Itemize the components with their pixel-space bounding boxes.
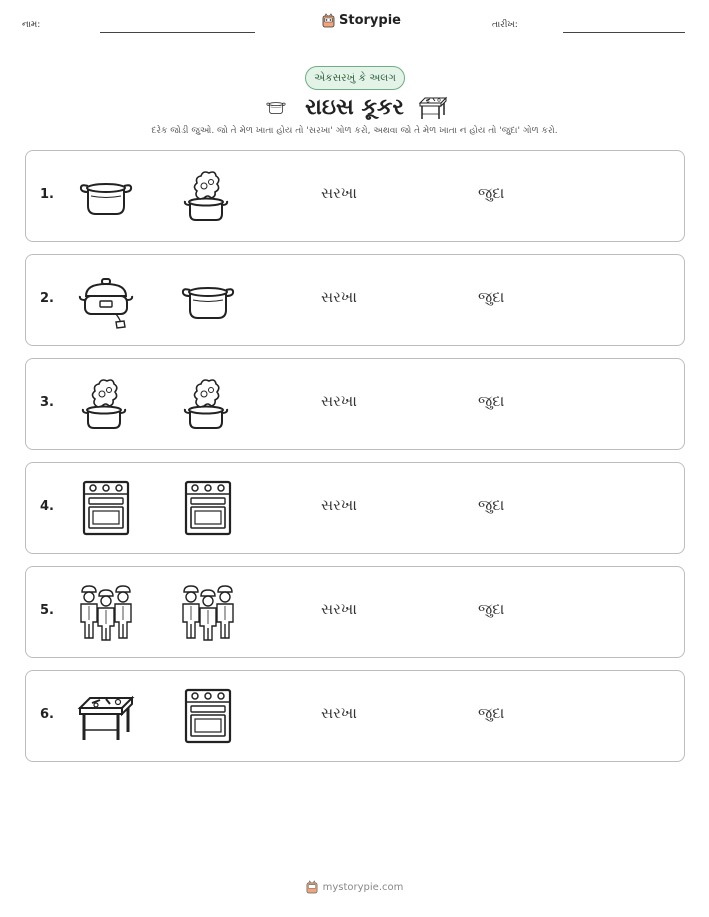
- pair-row-6: [25, 670, 685, 762]
- stove-icon: [178, 686, 238, 746]
- steaming-pot-icon: [178, 166, 238, 226]
- storypie-mascot-icon: [322, 13, 335, 28]
- row-number: 5.: [40, 603, 54, 618]
- footer: [0, 880, 709, 894]
- pair-row-2: [25, 254, 685, 346]
- option-same[interactable]: સરખા: [321, 392, 357, 410]
- pair-row-1: [25, 150, 685, 242]
- row-number: 2.: [40, 291, 54, 306]
- date-line[interactable]: [563, 32, 685, 33]
- option-different[interactable]: જુદા: [478, 184, 505, 202]
- rice-cooker-icon: [76, 270, 136, 330]
- option-different[interactable]: જુદા: [478, 392, 505, 410]
- stove-icon: [178, 478, 238, 538]
- storypie-mascot-icon: [306, 880, 318, 894]
- option-same[interactable]: સરખા: [321, 704, 357, 722]
- cooking-pot-icon: [76, 166, 136, 226]
- cooking-pot-icon: [261, 96, 291, 118]
- chefs-icon: [178, 582, 238, 642]
- name-line[interactable]: [100, 32, 255, 33]
- cooking-pot-icon: [178, 270, 238, 330]
- option-same[interactable]: સરખા: [321, 184, 357, 202]
- row-number: 4.: [40, 499, 54, 514]
- date-label: તારીખ:: [492, 20, 518, 30]
- option-different[interactable]: જુદા: [478, 288, 505, 306]
- steaming-pot-icon: [76, 374, 136, 434]
- name-label: નામ:: [22, 20, 41, 30]
- stove-icon: [76, 478, 136, 538]
- page-title: રાઇસ કૂકર: [305, 94, 404, 120]
- kitchen-table-icon: [76, 686, 136, 746]
- option-same[interactable]: સરખા: [321, 600, 357, 618]
- brand-name: Storypie: [339, 13, 401, 28]
- row-number: 1.: [40, 187, 54, 202]
- chefs-icon: [76, 582, 136, 642]
- option-different[interactable]: જુદા: [478, 600, 505, 618]
- row-number: 6.: [40, 707, 54, 722]
- option-same[interactable]: સરખા: [321, 288, 357, 306]
- title-row: [0, 90, 709, 124]
- footer-url[interactable]: mystorypie.com: [322, 881, 404, 893]
- kitchen-table-icon: [418, 92, 448, 122]
- steaming-pot-icon: [178, 374, 238, 434]
- pair-row-5: [25, 566, 685, 658]
- pair-row-3: [25, 358, 685, 450]
- instructions: દરેક જોડી જુઓ. જો તે મેળ ખાતા હોય તો 'સરખા' ગોળ કરો, અથવા જો તે મેળ ખાતા ન હોય તો 'જુદા' ગોળ કરો.: [151, 126, 558, 136]
- row-number: 3.: [40, 395, 54, 410]
- brand-logo: [322, 13, 401, 28]
- pair-row-4: [25, 462, 685, 554]
- worksheet-type-badge: એકસરખું કે અલગ: [305, 66, 405, 90]
- option-same[interactable]: સરખા: [321, 496, 357, 514]
- option-different[interactable]: જુદા: [478, 496, 505, 514]
- option-different[interactable]: જુદા: [478, 704, 505, 722]
